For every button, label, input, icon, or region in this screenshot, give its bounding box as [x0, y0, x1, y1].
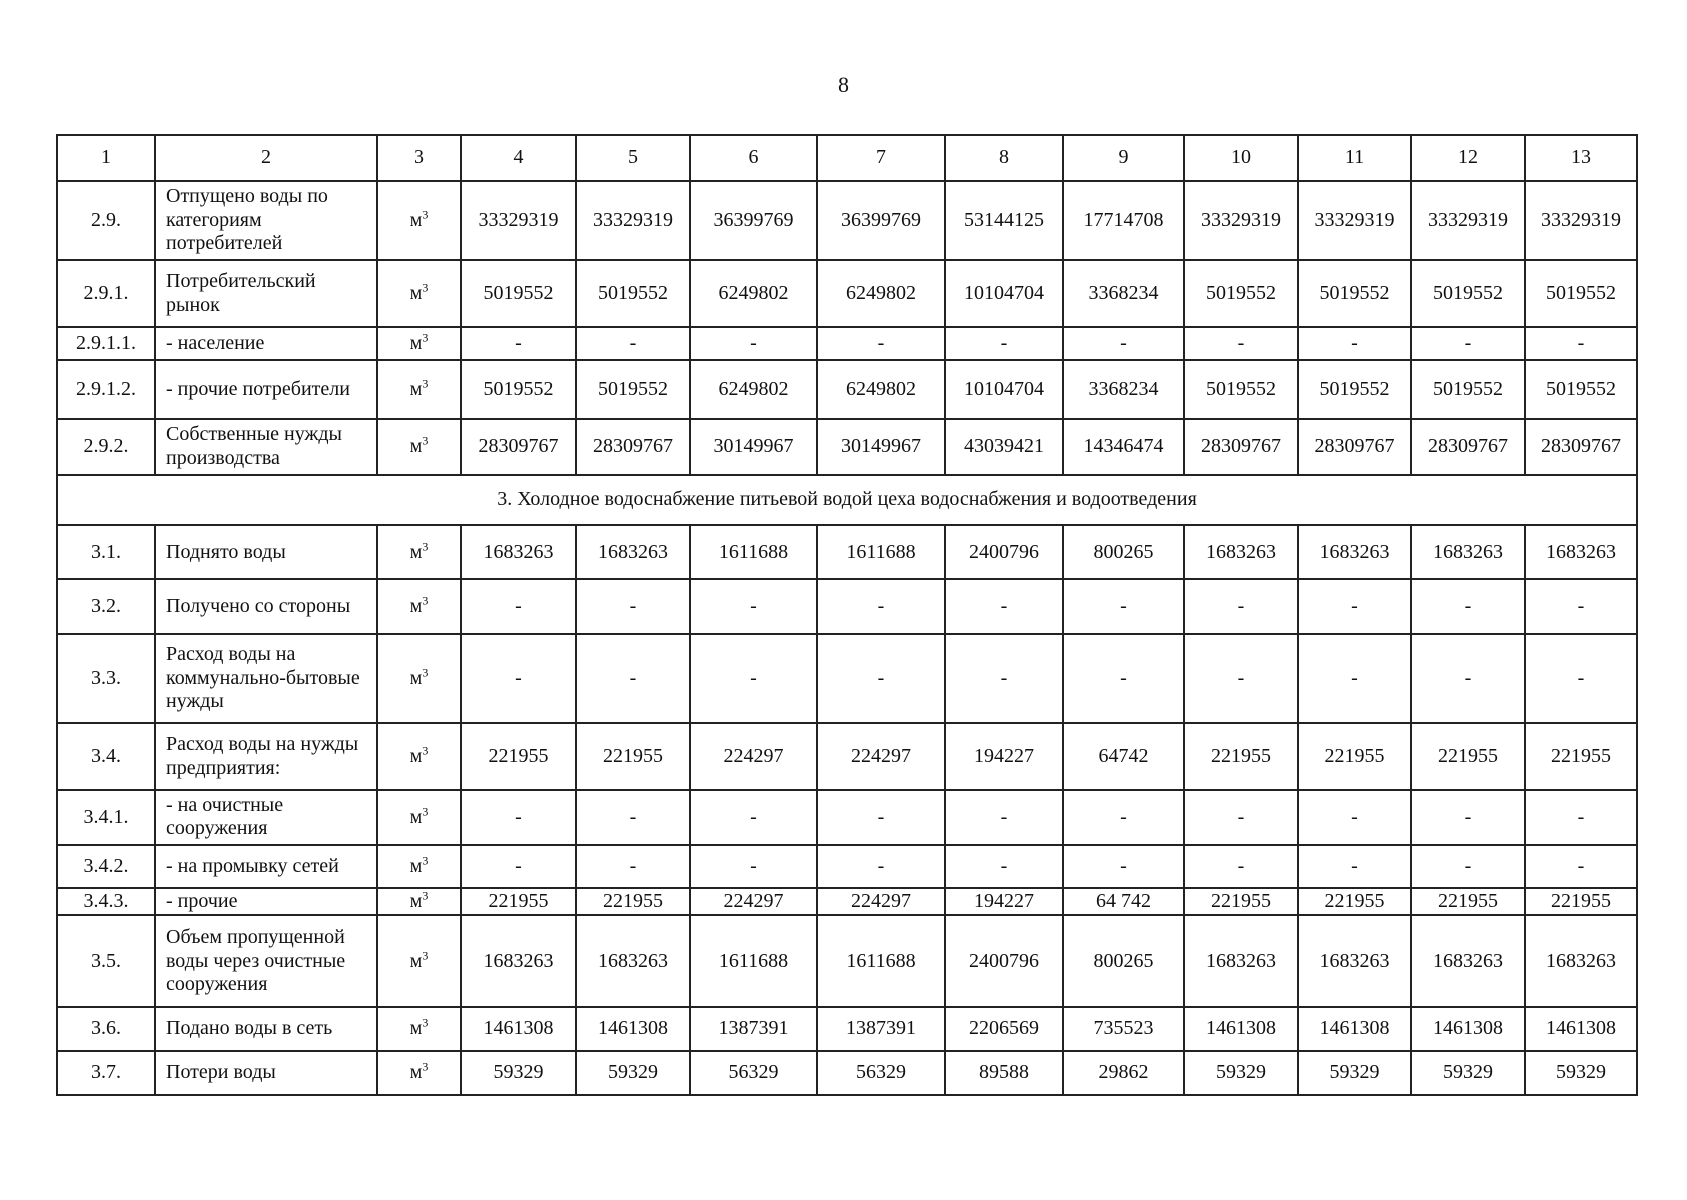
value-cell: -: [1063, 579, 1184, 633]
unit-exponent: 3: [422, 743, 429, 758]
row-number: 3.2.: [57, 579, 155, 633]
value-cell: -: [576, 634, 690, 724]
value-cell: 1683263: [1298, 525, 1411, 579]
value-cell: 224297: [690, 888, 817, 915]
table-row: [57, 181, 1637, 260]
value-cell: 221955: [1525, 888, 1637, 915]
row-name: Потери воды: [155, 1051, 377, 1095]
value-cell: 1683263: [576, 525, 690, 579]
value-cell: 1683263: [1184, 525, 1298, 579]
row-name: - на очистные сооружения: [155, 790, 377, 844]
value-cell: 1683263: [1411, 525, 1525, 579]
value-cell: 43039421: [945, 419, 1063, 475]
value-cell: 1387391: [690, 1007, 817, 1051]
value-cell: -: [945, 845, 1063, 889]
value-cell: 2206569: [945, 1007, 1063, 1051]
value-cell: 59329: [461, 1051, 576, 1095]
table-row: [57, 723, 1637, 790]
unit-exponent: 3: [422, 330, 429, 345]
value-cell: 59329: [1525, 1051, 1637, 1095]
value-cell: -: [945, 634, 1063, 724]
value-cell: 1683263: [1298, 915, 1411, 1007]
table-row: [57, 1051, 1637, 1095]
value-cell: 30149967: [690, 419, 817, 475]
header-cell: 5: [576, 135, 690, 181]
value-cell: 5019552: [576, 260, 690, 327]
table-row: [57, 360, 1637, 418]
value-cell: -: [945, 790, 1063, 844]
unit-base: м: [409, 435, 423, 458]
unit-cell: [377, 525, 461, 579]
value-cell: 5019552: [1525, 360, 1637, 418]
unit-exponent: 3: [422, 947, 429, 962]
value-cell: -: [1063, 845, 1184, 889]
row-name: - прочие потребители: [155, 360, 377, 418]
unit-exponent: 3: [422, 538, 429, 553]
unit-base: м: [409, 331, 423, 354]
value-cell: 10104704: [945, 260, 1063, 327]
value-cell: 221955: [576, 723, 690, 790]
header-cell: 7: [817, 135, 945, 181]
value-cell: -: [1411, 634, 1525, 724]
value-cell: -: [461, 579, 576, 633]
value-cell: 221955: [461, 888, 576, 915]
unit-cell: [377, 360, 461, 418]
value-cell: 800265: [1063, 915, 1184, 1007]
value-cell: 224297: [817, 888, 945, 915]
value-cell: -: [576, 579, 690, 633]
row-number: 2.9.1.2.: [57, 360, 155, 418]
value-cell: -: [1525, 634, 1637, 724]
header-cell: 12: [1411, 135, 1525, 181]
row-number: 2.9.: [57, 181, 155, 260]
table-row: [57, 419, 1637, 475]
unit-base: м: [409, 377, 423, 400]
value-cell: 6249802: [690, 260, 817, 327]
value-cell: -: [1063, 634, 1184, 724]
value-cell: 1461308: [461, 1007, 576, 1051]
value-cell: 36399769: [690, 181, 817, 260]
value-cell: 1461308: [1184, 1007, 1298, 1051]
value-cell: -: [1411, 579, 1525, 633]
unit-cell: [377, 260, 461, 327]
unit-base: м: [409, 805, 423, 828]
unit-cell: [377, 634, 461, 724]
value-cell: -: [1298, 845, 1411, 889]
value-cell: -: [576, 327, 690, 360]
unit-base: м: [409, 540, 423, 563]
value-cell: -: [1184, 845, 1298, 889]
value-cell: 1611688: [817, 525, 945, 579]
value-cell: 33329319: [1184, 181, 1298, 260]
value-cell: -: [817, 579, 945, 633]
value-cell: -: [1184, 790, 1298, 844]
value-cell: 30149967: [817, 419, 945, 475]
value-cell: -: [817, 327, 945, 360]
rows-before: [57, 181, 1637, 475]
value-cell: 5019552: [1184, 260, 1298, 327]
header-cell: 2: [155, 135, 377, 181]
header-cell: 3: [377, 135, 461, 181]
unit-base: м: [409, 1017, 423, 1040]
value-cell: 59329: [1298, 1051, 1411, 1095]
value-cell: 28309767: [576, 419, 690, 475]
value-cell: 800265: [1063, 525, 1184, 579]
value-cell: -: [1063, 327, 1184, 360]
table-row: [57, 260, 1637, 327]
section-title: 3. Холодное водоснабжение питьевой водой цеха водоснабжения и водоотведения: [57, 475, 1637, 525]
table-row: [57, 845, 1637, 889]
table-row: [57, 1007, 1637, 1051]
value-cell: 6249802: [817, 360, 945, 418]
section-row: [57, 475, 1637, 525]
unit-base: м: [409, 594, 423, 617]
value-cell: 59329: [1184, 1051, 1298, 1095]
row-name: Поднято воды: [155, 525, 377, 579]
value-cell: 1461308: [576, 1007, 690, 1051]
value-cell: 1683263: [1411, 915, 1525, 1007]
header-cell: 9: [1063, 135, 1184, 181]
table-row: [57, 790, 1637, 844]
rows-after: [57, 525, 1637, 1095]
header-cell: 8: [945, 135, 1063, 181]
value-cell: 28309767: [1298, 419, 1411, 475]
value-cell: -: [690, 845, 817, 889]
value-cell: 28309767: [1411, 419, 1525, 475]
value-cell: 1611688: [690, 525, 817, 579]
unit-base: м: [409, 281, 423, 304]
value-cell: -: [817, 634, 945, 724]
value-cell: 221955: [1298, 888, 1411, 915]
value-cell: -: [1525, 790, 1637, 844]
value-cell: 221955: [1298, 723, 1411, 790]
value-cell: 5019552: [461, 360, 576, 418]
value-cell: 5019552: [1184, 360, 1298, 418]
value-cell: 33329319: [461, 181, 576, 260]
unit-base: м: [409, 890, 423, 913]
row-name: - население: [155, 327, 377, 360]
value-cell: 2400796: [945, 525, 1063, 579]
header-cell: 4: [461, 135, 576, 181]
value-cell: 1683263: [1525, 915, 1637, 1007]
page-number: 8: [838, 72, 849, 97]
value-cell: 1387391: [817, 1007, 945, 1051]
value-cell: 56329: [817, 1051, 945, 1095]
row-name: Расход воды на коммунально-бытовые нужды: [155, 634, 377, 724]
value-cell: 59329: [576, 1051, 690, 1095]
value-cell: 6249802: [817, 260, 945, 327]
row-number: 3.1.: [57, 525, 155, 579]
row-number: 3.4.3.: [57, 888, 155, 915]
unit-exponent: 3: [422, 852, 429, 867]
water-supply-table: [56, 134, 1638, 1096]
value-cell: 33329319: [1525, 181, 1637, 260]
value-cell: -: [1298, 790, 1411, 844]
value-cell: 3368234: [1063, 360, 1184, 418]
value-cell: 5019552: [1525, 260, 1637, 327]
value-cell: 5019552: [1411, 260, 1525, 327]
row-number: 3.4.1.: [57, 790, 155, 844]
unit-exponent: 3: [422, 207, 429, 222]
table-row: [57, 525, 1637, 579]
row-name: Потребительский рынок: [155, 260, 377, 327]
unit-cell: [377, 181, 461, 260]
header-cell: 1: [57, 135, 155, 181]
value-cell: -: [817, 790, 945, 844]
value-cell: 1461308: [1525, 1007, 1637, 1051]
value-cell: -: [1184, 579, 1298, 633]
unit-base: м: [409, 666, 423, 689]
value-cell: 1611688: [817, 915, 945, 1007]
unit-exponent: 3: [422, 1015, 429, 1030]
value-cell: -: [690, 790, 817, 844]
value-cell: -: [1411, 790, 1525, 844]
value-cell: 64 742: [1063, 888, 1184, 915]
value-cell: 17714708: [1063, 181, 1184, 260]
value-cell: 1611688: [690, 915, 817, 1007]
value-cell: -: [1063, 790, 1184, 844]
value-cell: 221955: [1411, 723, 1525, 790]
value-cell: -: [576, 790, 690, 844]
row-number: 2.9.1.1.: [57, 327, 155, 360]
value-cell: 6249802: [690, 360, 817, 418]
value-cell: 5019552: [461, 260, 576, 327]
value-cell: 1683263: [576, 915, 690, 1007]
value-cell: -: [1525, 579, 1637, 633]
value-cell: 5019552: [576, 360, 690, 418]
value-cell: -: [1298, 579, 1411, 633]
value-cell: -: [461, 327, 576, 360]
row-number: 3.4.: [57, 723, 155, 790]
unit-cell: [377, 1051, 461, 1095]
unit-base: м: [409, 745, 423, 768]
row-name: Расход воды на нужды предприятия:: [155, 723, 377, 790]
unit-base: м: [409, 949, 423, 972]
unit-base: м: [409, 854, 423, 877]
value-cell: 5019552: [1298, 360, 1411, 418]
row-number: 2.9.1.: [57, 260, 155, 327]
value-cell: 221955: [461, 723, 576, 790]
header-cell: 11: [1298, 135, 1411, 181]
value-cell: -: [1184, 327, 1298, 360]
unit-base: м: [409, 208, 423, 231]
value-cell: -: [690, 634, 817, 724]
value-cell: 3368234: [1063, 260, 1184, 327]
row-name: - на промывку сетей: [155, 845, 377, 889]
value-cell: 5019552: [1411, 360, 1525, 418]
value-cell: 29862: [1063, 1051, 1184, 1095]
value-cell: 221955: [1184, 888, 1298, 915]
value-cell: -: [461, 845, 576, 889]
table-row: [57, 915, 1637, 1007]
row-number: 3.3.: [57, 634, 155, 724]
value-cell: -: [1298, 327, 1411, 360]
value-cell: -: [690, 579, 817, 633]
row-name: Собственные нужды производства: [155, 419, 377, 475]
value-cell: -: [461, 634, 576, 724]
value-cell: 10104704: [945, 360, 1063, 418]
value-cell: -: [1411, 845, 1525, 889]
value-cell: 36399769: [817, 181, 945, 260]
header-cell: 13: [1525, 135, 1637, 181]
unit-exponent: 3: [422, 665, 429, 680]
unit-exponent: 3: [422, 433, 429, 448]
value-cell: 59329: [1411, 1051, 1525, 1095]
unit-exponent: 3: [422, 1059, 429, 1074]
row-number: 3.6.: [57, 1007, 155, 1051]
value-cell: 1683263: [1184, 915, 1298, 1007]
value-cell: 221955: [1411, 888, 1525, 915]
row-name: Отпущено воды по категориям потребителей: [155, 181, 377, 260]
value-cell: 1461308: [1298, 1007, 1411, 1051]
table-row: [57, 579, 1637, 633]
value-cell: 224297: [817, 723, 945, 790]
value-cell: -: [1411, 327, 1525, 360]
unit-cell: [377, 888, 461, 915]
row-number: 3.5.: [57, 915, 155, 1007]
header-row: [57, 135, 1637, 181]
table-row: [57, 327, 1637, 360]
value-cell: -: [1525, 845, 1637, 889]
unit-cell: [377, 1007, 461, 1051]
value-cell: -: [945, 327, 1063, 360]
row-name: Получено со стороны: [155, 579, 377, 633]
value-cell: 2400796: [945, 915, 1063, 1007]
value-cell: -: [690, 327, 817, 360]
value-cell: -: [1298, 634, 1411, 724]
value-cell: 224297: [690, 723, 817, 790]
value-cell: 33329319: [576, 181, 690, 260]
unit-exponent: 3: [422, 376, 429, 391]
row-number: 3.4.2.: [57, 845, 155, 889]
value-cell: 64742: [1063, 723, 1184, 790]
header-cell: 10: [1184, 135, 1298, 181]
row-name: Объем пропущенной воды через очистные сооружения: [155, 915, 377, 1007]
value-cell: 1683263: [1525, 525, 1637, 579]
value-cell: -: [1525, 327, 1637, 360]
unit-exponent: 3: [422, 888, 429, 903]
header-cell: 6: [690, 135, 817, 181]
value-cell: 28309767: [461, 419, 576, 475]
value-cell: 1461308: [1411, 1007, 1525, 1051]
unit-base: м: [409, 1061, 423, 1084]
value-cell: 56329: [690, 1051, 817, 1095]
value-cell: -: [461, 790, 576, 844]
unit-cell: [377, 915, 461, 1007]
unit-exponent: 3: [422, 593, 429, 608]
unit-cell: [377, 790, 461, 844]
value-cell: -: [576, 845, 690, 889]
unit-cell: [377, 579, 461, 633]
value-cell: -: [817, 845, 945, 889]
value-cell: 221955: [576, 888, 690, 915]
value-cell: 89588: [945, 1051, 1063, 1095]
row-name: Подано воды в сеть: [155, 1007, 377, 1051]
table-row: [57, 888, 1637, 915]
value-cell: 33329319: [1298, 181, 1411, 260]
value-cell: 1683263: [461, 915, 576, 1007]
value-cell: 14346474: [1063, 419, 1184, 475]
value-cell: 221955: [1184, 723, 1298, 790]
row-number: 3.7.: [57, 1051, 155, 1095]
table-row: [57, 634, 1637, 724]
value-cell: 194227: [945, 723, 1063, 790]
unit-cell: [377, 419, 461, 475]
unit-exponent: 3: [422, 280, 429, 295]
value-cell: 53144125: [945, 181, 1063, 260]
value-cell: 33329319: [1411, 181, 1525, 260]
unit-exponent: 3: [422, 803, 429, 818]
value-cell: 735523: [1063, 1007, 1184, 1051]
value-cell: -: [945, 579, 1063, 633]
unit-cell: [377, 845, 461, 889]
value-cell: 1683263: [461, 525, 576, 579]
row-number: 2.9.2.: [57, 419, 155, 475]
value-cell: -: [1184, 634, 1298, 724]
unit-cell: [377, 327, 461, 360]
unit-cell: [377, 723, 461, 790]
value-cell: 28309767: [1525, 419, 1637, 475]
row-name: - прочие: [155, 888, 377, 915]
value-cell: 194227: [945, 888, 1063, 915]
value-cell: 28309767: [1184, 419, 1298, 475]
value-cell: 5019552: [1298, 260, 1411, 327]
value-cell: 221955: [1525, 723, 1637, 790]
